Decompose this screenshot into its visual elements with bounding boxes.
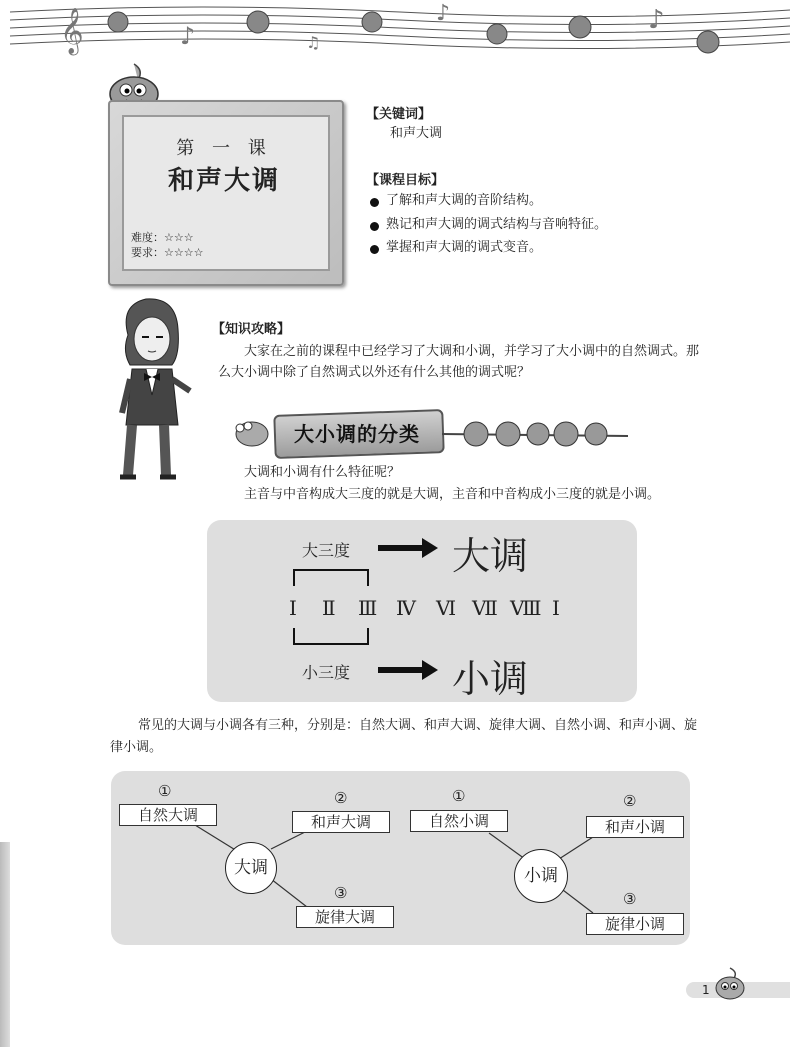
section-banner-title: 大小调的分类 xyxy=(294,422,420,446)
difficulty-row xyxy=(131,229,194,245)
knowledge-line-1: 大家在之前的课程中已经学习了大调和小调，并学习了大小调中的自然调式。那 xyxy=(244,344,700,359)
goal-item: 掌握和声大调的调式变音。 xyxy=(386,240,543,255)
minor-third-label: 小三度 xyxy=(302,663,351,682)
snail-mascot-icon xyxy=(226,416,272,448)
arrow-right-icon xyxy=(378,660,440,680)
common-line-2: 律小调。 xyxy=(110,740,163,755)
bullet-icon xyxy=(370,198,379,207)
major-item-2-number: ② xyxy=(334,789,348,807)
major-item-1-box: 自然大调 xyxy=(119,804,217,826)
degree-4: Ⅳ xyxy=(396,596,416,620)
difficulty-stars: ☆☆☆ xyxy=(164,231,194,244)
svg-text:♫: ♫ xyxy=(306,33,321,52)
knowledge-line-2: 么大小调中除了自然调式以外还有什么其他的调式呢？ xyxy=(218,365,531,380)
minor-center-circle: 小调 xyxy=(514,849,568,903)
goals-heading: 【课程目标】 xyxy=(366,173,445,188)
minor-item-2-box: 和声小调 xyxy=(586,816,684,838)
major-item-1-number: ① xyxy=(158,782,172,800)
arrow-right-icon xyxy=(378,538,440,558)
common-line-1: 常见的大调与小调各有三种，分别是：自然大调、和声大调、旋律大调、自然小调、和声小调、旋 xyxy=(138,718,698,733)
intro-question: 大调和小调有什么特征呢？ xyxy=(244,465,401,480)
banner-mascots-icon xyxy=(440,410,630,454)
keywords-value: 和声大调 xyxy=(390,126,443,141)
major-item-3-number: ③ xyxy=(334,884,348,902)
degree-6: Ⅶ xyxy=(472,596,498,620)
major-key-label: 大调 xyxy=(452,534,529,578)
requirement-label: 要求： xyxy=(131,246,164,259)
goal-item: 了解和声大调的音阶结构。 xyxy=(386,193,543,208)
keywords-heading: 【关键词】 xyxy=(366,107,432,122)
bullet-icon xyxy=(370,222,379,231)
mascot-icon xyxy=(712,966,748,1002)
degree-7: Ⅷ xyxy=(510,596,542,620)
minor-item-3-box: 旋律小调 xyxy=(586,913,684,935)
knowledge-heading: 【知识攻略】 xyxy=(212,322,291,337)
lesson-title: 和声大调 xyxy=(167,166,280,196)
minor-item-1-number: ① xyxy=(452,787,466,805)
degree-8: Ⅰ xyxy=(552,596,560,620)
page-number: 1 xyxy=(702,983,710,997)
svg-text:♪: ♪ xyxy=(436,1,451,26)
svg-text:𝄞: 𝄞 xyxy=(60,8,84,54)
major-item-3-box: 旋律大调 xyxy=(296,906,394,928)
degree-5: Ⅵ xyxy=(436,596,457,620)
requirement-row xyxy=(131,244,203,260)
difficulty-label: 难度： xyxy=(131,231,164,244)
major-center-circle: 大调 xyxy=(225,842,277,894)
conductor-character-icon xyxy=(106,295,198,485)
minor-item-1-box: 自然小调 xyxy=(410,810,508,832)
page-edge-decoration xyxy=(0,842,10,1047)
svg-text:♪: ♪ xyxy=(180,22,196,50)
music-staff-header xyxy=(0,0,790,60)
minor-item-2-number: ② xyxy=(623,792,637,810)
bullet-icon xyxy=(370,245,379,254)
lesson-number: 第 一 课 xyxy=(176,138,272,159)
major-item-2-box: 和声大调 xyxy=(292,811,390,833)
goal-item: 熟记和声大调的调式结构与音响特征。 xyxy=(386,217,608,232)
minor-item-3-number: ③ xyxy=(623,890,637,908)
degree-1: Ⅰ xyxy=(289,596,297,620)
degree-2: Ⅱ xyxy=(322,596,336,620)
minor-key-label: 小调 xyxy=(452,657,529,701)
major-third-label: 大三度 xyxy=(302,541,351,560)
svg-text:♪: ♪ xyxy=(648,5,665,35)
degree-3: Ⅲ xyxy=(358,596,378,620)
intro-answer: 主音与中音构成大三度的就是大调，主音和中音构成小三度的就是小调。 xyxy=(244,487,661,502)
requirement-stars: ☆☆☆☆ xyxy=(164,246,204,259)
